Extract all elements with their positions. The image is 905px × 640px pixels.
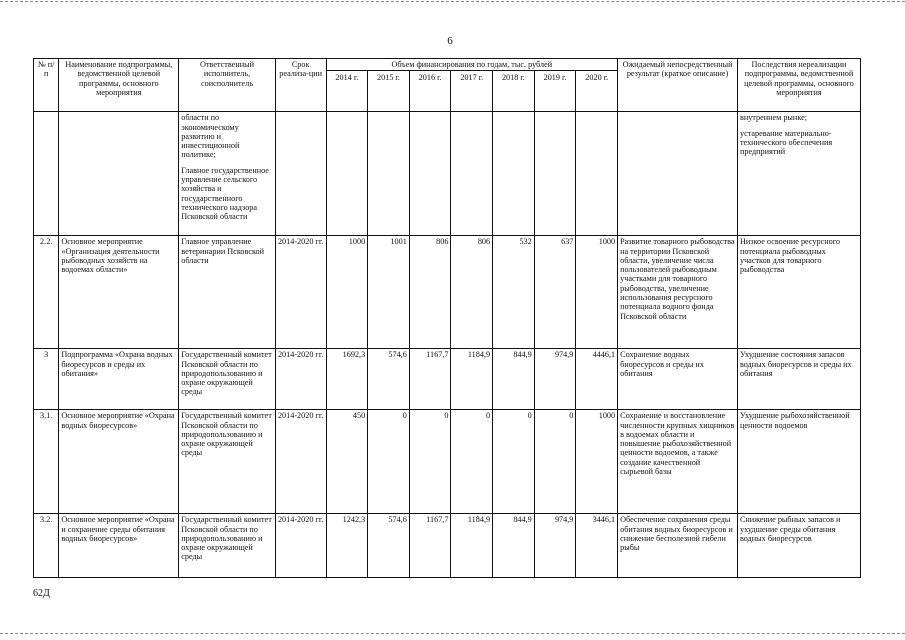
continuation-consequences (737, 112, 860, 236)
table-row-continuation (34, 112, 861, 236)
row-value: 844,9 (493, 514, 535, 578)
row-value: 1184,9 (451, 349, 493, 410)
row-consequences: Ухудшение состояния запасов водных биоресурсов и среды их обитания (737, 349, 860, 410)
row-value: 1000 (576, 236, 618, 349)
row-value: 0 (409, 410, 451, 514)
header-year: 2015 г. (368, 71, 410, 112)
row-responsible: Главное управление ветеринарии Псковской области (179, 236, 276, 349)
row-value: 1184,9 (451, 514, 493, 578)
footer-code: 62Д (33, 588, 50, 599)
header-year: 2014 г. (326, 71, 368, 112)
row-responsible: Государственный комитет Псковской области по природопользованию и охране окружающей среды (179, 410, 276, 514)
row-value: 974,9 (534, 349, 576, 410)
row-num: 3.2. (34, 514, 59, 578)
row-value: 1242,3 (326, 514, 368, 578)
row-term: 2014-2020 гг. (275, 514, 326, 578)
table-row (34, 410, 861, 514)
row-name: Основное мероприятие «Охрана и сохранение среды обитания водных биоресурсов» (59, 514, 179, 578)
row-value: 0 (368, 410, 410, 514)
header-year: 2019 г. (534, 71, 576, 112)
table-row (34, 514, 861, 578)
row-consequences: Снижение рыбных запасов и ухудшение среды обитания водных биоресурсов (737, 514, 860, 578)
header-year: 2018 г. (493, 71, 535, 112)
row-value: 1167,7 (409, 514, 451, 578)
row-term: 2014-2020 гг. (275, 236, 326, 349)
row-value: 0 (451, 410, 493, 514)
row-value: 4446,1 (576, 349, 618, 410)
row-value: 1000 (576, 410, 618, 514)
header-funding: Объем финансирования по годам, тыс. рублей (326, 59, 618, 71)
continuation-consequences-b: устаревание материально-технического обеспечения предприятий (739, 128, 833, 157)
continuation-consequences-a: внутреннем рынке; (739, 113, 807, 123)
row-num: 2.2. (34, 236, 59, 349)
row-value: 1167,7 (409, 349, 451, 410)
row-consequences: Ухудшение рыбохозяйственной ценности водоемов (737, 410, 860, 514)
row-value: 3446,1 (576, 514, 618, 578)
table-row (34, 236, 861, 349)
header-term: Срок реализа-ции (275, 59, 326, 112)
row-name: Основное мероприятие «Охрана водных биоресурсов» (59, 410, 179, 514)
header-year: 2016 г. (409, 71, 451, 112)
row-result: Обеспечение сохранения среды обитания водных биоресурсов и снижение бесполезной гибели рыбы (618, 514, 738, 578)
header-result: Ожидаемый непосредственный результат (краткое описание) (618, 59, 738, 112)
row-value: 0 (534, 410, 576, 514)
row-consequences: Низкое освоение ресурсного потенциала рыбоводных участков для товарного рыбоводства (737, 236, 860, 349)
scan-edge-top (0, 1, 905, 2)
header-year: 2020 г. (576, 71, 618, 112)
table-row (34, 349, 861, 410)
row-responsible: Государственный комитет Псковской области по природопользованию и охране окружающей среды (179, 514, 276, 578)
row-term: 2014-2020 гг. (275, 410, 326, 514)
row-term: 2014-2020 гг. (275, 349, 326, 410)
row-value: 844,9 (493, 349, 535, 410)
continuation-responsible-b: Главное государственное управление сельского хозяйства и государственного технического надзора Псковской области (181, 165, 269, 222)
row-name: Основное мероприятие «Организация деятельности рыбоводных хозяйств на водоемах области» (59, 236, 179, 349)
continuation-responsible (179, 112, 276, 236)
row-value: 806 (451, 236, 493, 349)
row-value: 1692,3 (326, 349, 368, 410)
row-name: Подпрограмма «Охрана водных биоресурсов и среды их обитания» (59, 349, 179, 410)
row-result: Сохранение водных биоресурсов и среды их обитания (618, 349, 738, 410)
row-value: 532 (493, 236, 535, 349)
row-value: 974,9 (534, 514, 576, 578)
row-num: 3 (34, 349, 59, 410)
header-name: Наименование подпрограммы, ведомственной целевой программы, основного мероприятия (59, 59, 179, 112)
continuation-responsible-a: области по экономическому развитию и инвестиционной политике; (181, 113, 240, 160)
page-number: 6 (447, 35, 453, 47)
row-value: 1000 (326, 236, 368, 349)
row-value: 637 (534, 236, 576, 349)
row-value: 574,6 (368, 514, 410, 578)
row-result: Развитие товарного рыбоводства на территории Псковской области, увеличение числа пользователей рыбоводным участками для товарного рыбоводства, увеличение использования ресурсного потенциала водного фонда Псковской области (618, 236, 738, 349)
row-value: 0 (493, 410, 535, 514)
header-responsible: Ответственный исполнитель, соисполнитель (179, 59, 276, 112)
row-value: 450 (326, 410, 368, 514)
row-value: 806 (409, 236, 451, 349)
header-num: № п/п (34, 59, 59, 112)
row-responsible: Государственный комитет Псковской области по природопользованию и охране окружающей среды (179, 349, 276, 410)
program-table (33, 58, 861, 578)
row-value: 574,6 (368, 349, 410, 410)
row-value: 1001 (368, 236, 410, 349)
scan-edge-bottom (0, 633, 905, 634)
header-year: 2017 г. (451, 71, 493, 112)
header-consequences: Последствия нереализации подпрограммы, ведомственной целевой программы, основного мероприятия (737, 59, 860, 112)
row-result: Сохранение и восстановление численности крупных хищников в водоемах области и повышение рыбохозяйственной ценности водоемов, а также создание качественной сырьевой базы (618, 410, 738, 514)
row-num: 3.1. (34, 410, 59, 514)
